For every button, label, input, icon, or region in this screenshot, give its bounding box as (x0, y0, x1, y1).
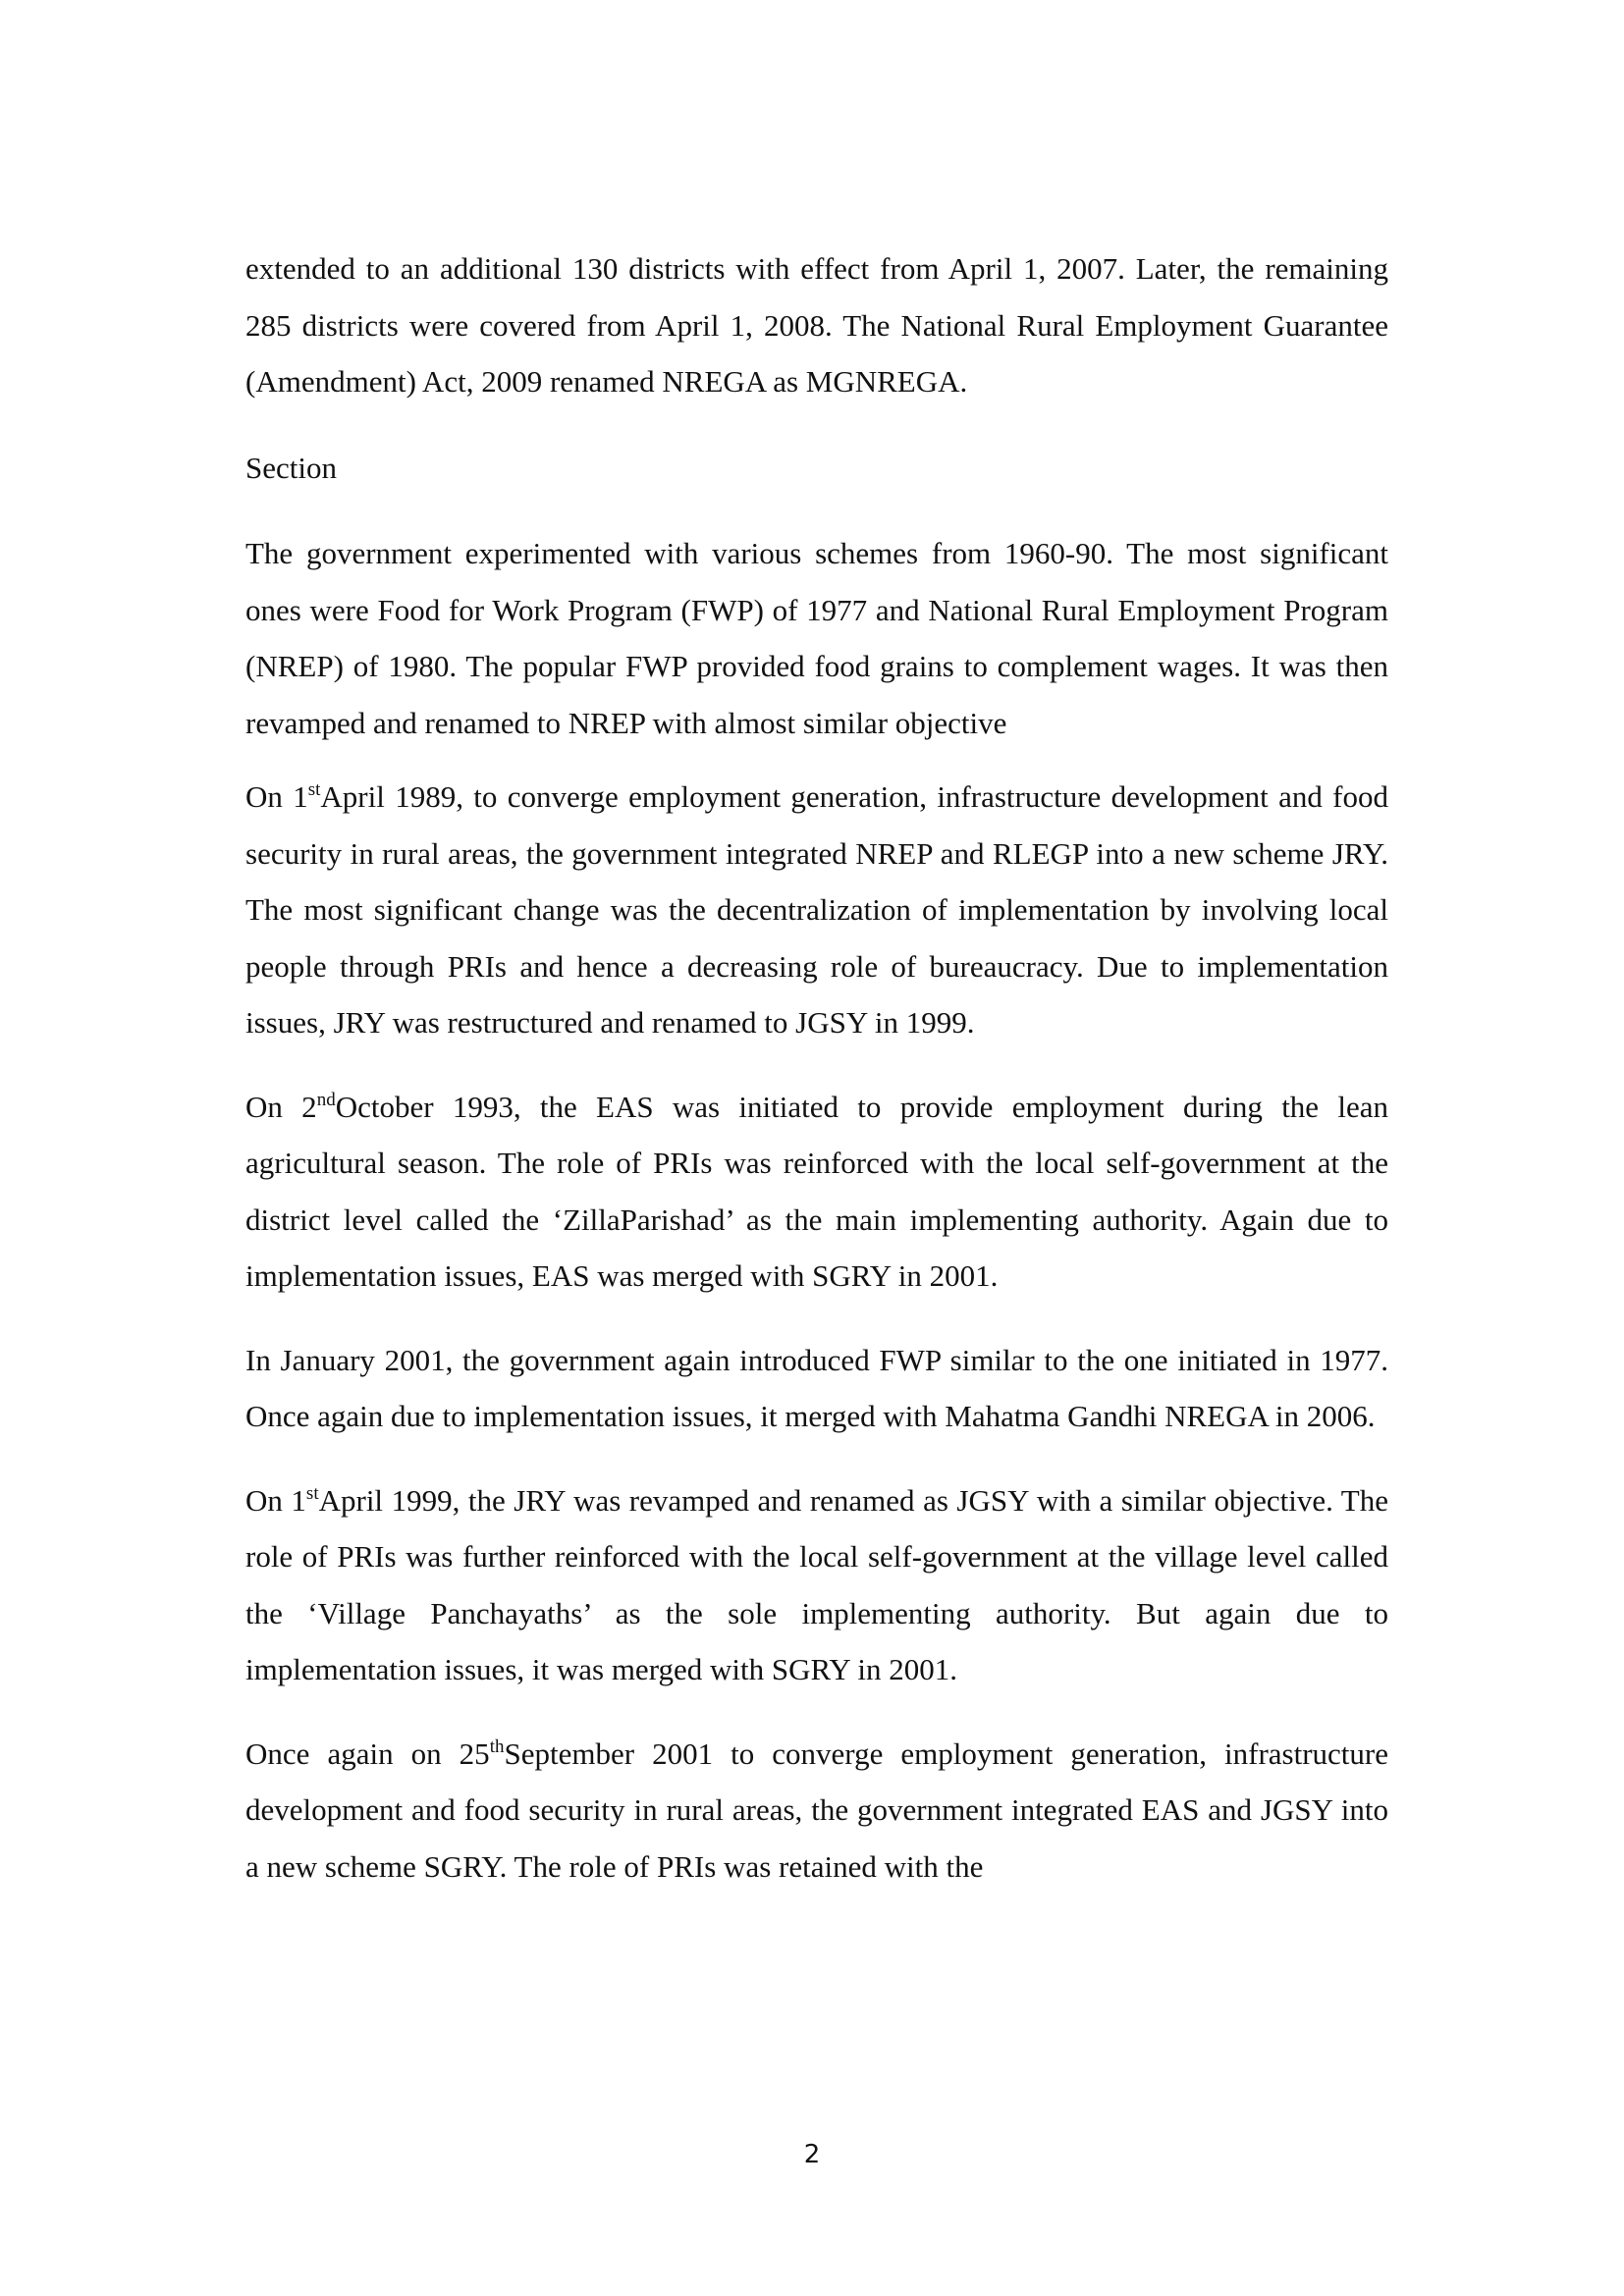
ordinal-suffix: nd (316, 1089, 336, 1110)
paragraph-eas-1993 (245, 1079, 1388, 1305)
paragraph-districts-extension: extended to an additional 130 districts with effect from April 1, 2007. Later, the remaining 285 districts were covered from April 1, 2008. The National Rural Employment Guarantee (Amendment) Act, 2009 renamed NREGA as MGNREGA. (245, 251, 1388, 399)
ordinal-suffix: th (489, 1735, 505, 1757)
page-number: 2 (803, 2140, 821, 2169)
paragraph-sgry-2001 (245, 1726, 1388, 1896)
ordinal-suffix: st (307, 779, 321, 800)
paragraph-jry-1989-pre: On 1 (245, 779, 308, 814)
paragraph-sgry-2001-pre: Once again on 25 (245, 1735, 490, 1771)
paragraph-sgry-2001-post: September 2001 to converge employment generation, infrastructure development and food security in rural areas, the government integrated EAS and JGSY into a new scheme SGRY. The role of PRIs was retained with the (245, 1735, 1388, 1884)
paragraph-jry-1989 (245, 769, 1388, 1051)
ordinal-suffix: st (305, 1482, 319, 1504)
paragraph-fwp-2001: In January 2001, the government again introduced FWP similar to the one initiated in 1977. Once again due to implementation issues, it merged with Mahatma Gandhi NREGA in 2006. (245, 1342, 1388, 1433)
body-text (245, 240, 1388, 1895)
paragraph-eas-1993-pre: On 2 (245, 1089, 317, 1124)
section-label: Section (245, 450, 337, 485)
paragraph-jgsy-1999-pre: On 1 (245, 1482, 306, 1518)
paragraph-eas-1993-post: October 1993, the EAS was initiated to provide employment during the lean agricultural season. The role of PRIs was reinforced with the local self-government at the district level called the ‘ZillaParishad’ as the main implementing authority. Again due to implementation issues, EAS was merged with SGRY in 2001. (245, 1089, 1388, 1293)
paragraph-jgsy-1999 (245, 1472, 1388, 1698)
paragraph-jry-1989-post: April 1989, to converge employment generation, infrastructure development and food security in rural areas, the government integrated NREP and RLEGP into a new scheme JRY. The most significant change was the decentralization of implementation by involving local people through PRIs and hence a decreasing role of bureaucracy. Due to implementation issues, JRY was restructured and renamed to JGSY in 1999. (245, 779, 1389, 1040)
paragraph-jgsy-1999-post: April 1999, the JRY was revamped and renamed as JGSY with a similar objective. The role of PRIs was further reinforced with the local self-government at the village level called the ‘Village Panchayaths’ as the sole implementing authority. But again due to implementation issues, it was merged with SGRY in 2001. (245, 1482, 1388, 1686)
paragraph-schemes-1960-90: The government experimented with various schemes from 1960-90. The most significant ones were Food for Work Program (FWP) of 1977 and National Rural Employment Program (NREP) of 1980. The popular FWP provided food grains to complement wages. It was then revamped and renamed to NREP with almost similar objective (245, 536, 1388, 740)
